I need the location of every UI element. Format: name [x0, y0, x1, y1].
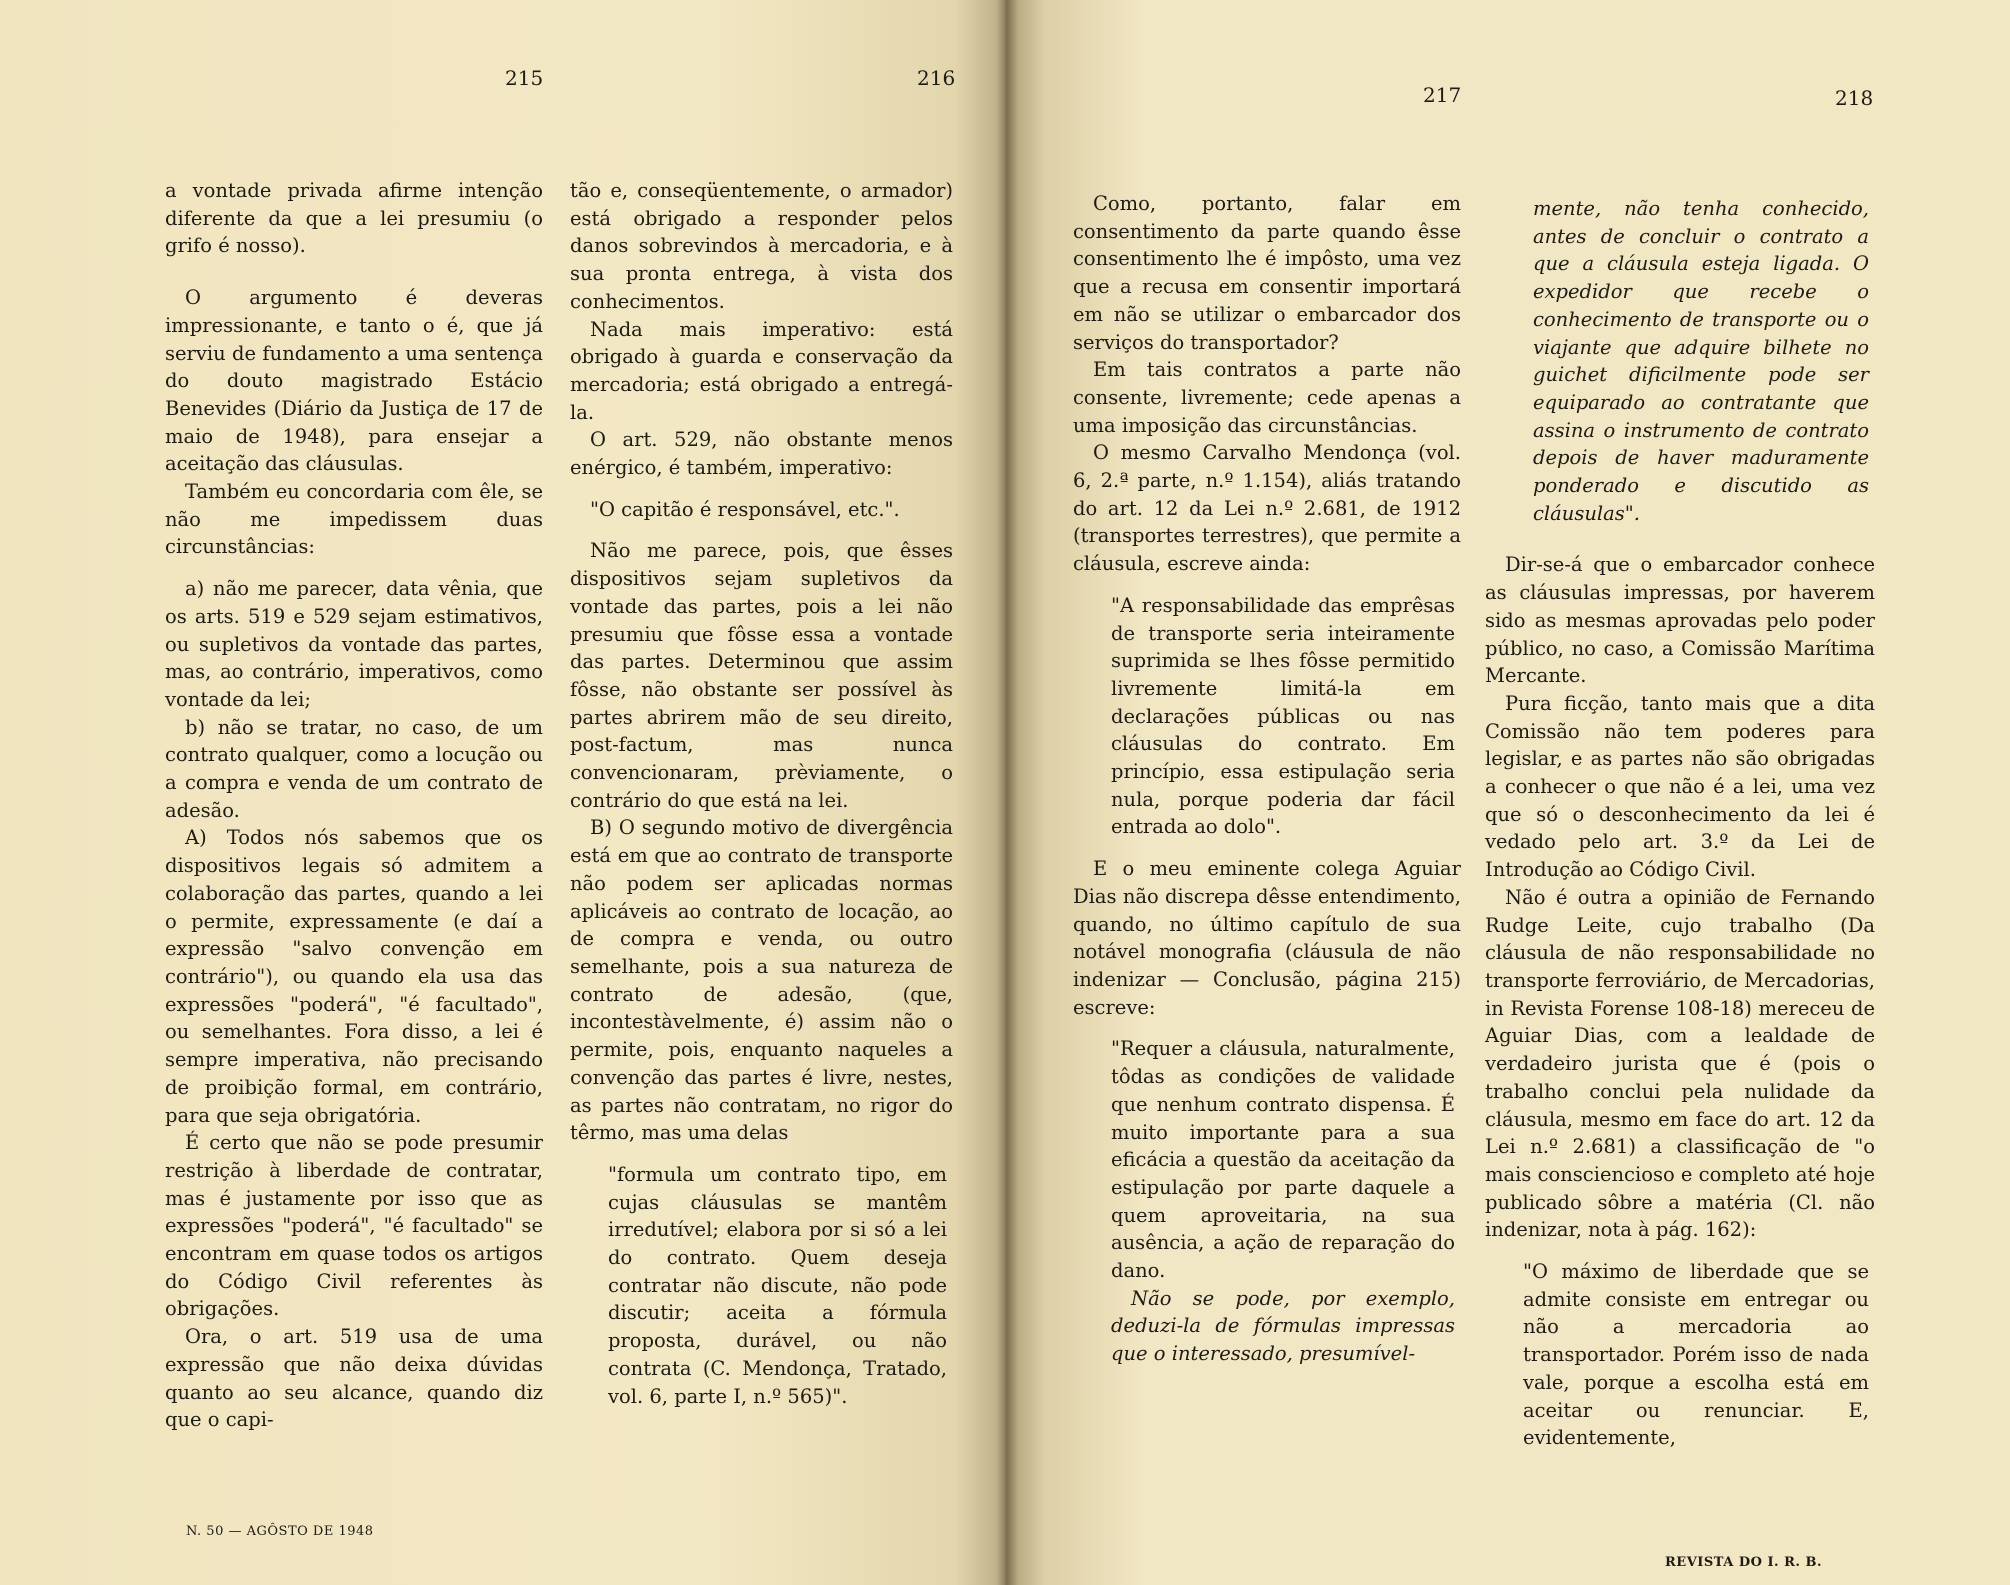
quote: "O capitão é responsável, etc.".: [590, 497, 900, 521]
paragraph: a) não me parecer, data vênia, que os arts. 519 e 529 sejam estimativos, ou supletivos da vontade das partes, mas, ao contrário, imperativos, como vontade da lei;: [165, 577, 543, 711]
paragraph: b) não se tratar, no caso, de um contrato qualquer, como a locução ou a compra e venda de um contrato de adesão.: [165, 715, 543, 822]
block-quote: mente, não tenha conhecido, antes de concluir o contrato a que a cláusula esteja ligada. O expedidor que recebe o conhecimento de transporte ou o viajante que adquire bilhete no guichet dificilmente pode ser equiparado ao contratante que assina o instrumento de contrato depois de haver maduramente ponderado e discutido as cláusulas".: [1533, 197, 1869, 525]
paragraph: A) Todos nós sabemos que os dispositivos legais só admitem a colaboração das partes, quando a lei o permite, expressamente (e daí a expressão "salvo convenção em contrário"), ou quando ela usa das expressões "poderá", "é facultado", ou semelhantes. Fora disso, a lei é sempre imperativa, não precisando de proibição formal, em contrário, para que seja obrigatória.: [165, 826, 543, 1127]
column-page-216: [570, 177, 953, 1410]
paragraph: Como, portanto, falar em consentimento da parte quando êsse consentimento lhe é impôsto, uma vez que a recusa em consentir importará em não se utilizar o embarcador dos serviços do transportador?: [1073, 192, 1461, 354]
paragraph: a vontade privada afirme intenção diferente da que a lei presumiu (o grifo é nosso).: [165, 179, 543, 258]
paragraph: Nada mais imperativo: está obrigado à guarda e conservação da mercadoria; está obrigado a entregá-la.: [570, 317, 953, 424]
block-quote: "O máximo de liberdade que se admite consiste em entregar ou não a mercadoria ao transportador. Porém isso de nada vale, porque a escolha está em aceitar ou renunciar. E, evidentemente,: [1523, 1260, 1869, 1450]
footer-right: REVISTA DO I. R. B.: [1665, 1555, 1822, 1570]
block-quote: "Requer a cláusula, naturalmente, tôdas as condições de validade que nenhum contrato dispensa. É muito importante para a sua eficácia a questão da aceitação da estipulação por parte daquele a quem aproveitaria, na sua ausência, a ação de reparação do dano.: [1111, 1037, 1455, 1283]
paragraph: O mesmo Carvalho Mendonça (vol. 6, 2.ª parte, n.º 1.154), aliás tratando do art. 12 da Lei n.º 2.681, de 1912 (transportes terrestres), que permite a cláusula, escreve ainda:: [1073, 441, 1461, 576]
book-gutter: [996, 0, 1018, 1585]
column-page-217: [1073, 190, 1461, 1368]
paragraph: E o meu eminente colega Aguiar Dias não discrepa dêsse entendimento, quando, no último capítulo de sua notável monografia (cláusula de não indenizar — Conclusão, página 215) escreve:: [1073, 857, 1461, 1019]
paragraph: Dir-se-á que o embarcador conhece as cláusulas impressas, por haverem sido as mesmas aprovadas pelo poder público, no caso, a Comissão Marítima Mercante.: [1485, 553, 1875, 688]
column-page-218: [1485, 195, 1875, 1452]
column-page-215: [165, 177, 543, 1434]
right-page: [1005, 0, 2010, 1585]
paragraph: Em tais contratos a parte não consente, livremente; cede apenas a uma imposição das circunstâncias.: [1073, 358, 1461, 437]
block-quote: Não se pode, por exemplo, deduzi-la de fórmulas impressas que o interessado, presumível-: [1111, 1286, 1455, 1366]
paragraph: Pura ficção, tanto mais que a dita Comissão não tem poderes para legislar, e as partes não são obrigadas a conhecer o que não é a lei, uma vez que só o desconhecimento da lei é vedado pelo art. 3.º da Lei de Introdução ao Código Civil.: [1485, 691, 1875, 882]
block-quote: "formula um contrato tipo, em cujas cláusulas se mantêm irredutível; elabora por si só a lei do contrato. Quem deseja contratar não discute, não pode discutir; aceita a fórmula proposta, durável, ou não contrata (C. Mendonça, Tratado, vol. 6, parte I, n.º 565)".: [608, 1162, 947, 1408]
paragraph: O argumento é deveras impressionante, e tanto o é, que já serviu de fundamento a uma sentença do douto magistrado Estácio Benevides (Diário da Justiça de 17 de maio de 1948), para ensejar a aceitação das cláusulas.: [165, 286, 543, 476]
paragraph: É certo que não se pode presumir restrição à liberdade de contratar, mas é justamente por isso que as expressões "poderá", "é facultado" se encontram em quase todos os artigos do Código Civil referentes às obrigações.: [165, 1131, 543, 1321]
paragraph: O art. 529, não obstante menos enérgico, é também, imperativo:: [570, 428, 953, 480]
footer-left: N. 50 — AGÔSTO DE 1948: [186, 1524, 374, 1539]
paragraph: Também eu concordaria com êle, se não me impedissem duas circunstâncias:: [165, 480, 543, 559]
paragraph: Ora, o art. 519 usa de uma expressão que não deixa dúvidas quanto ao seu alcance, quando diz que o capi-: [165, 1325, 543, 1432]
paragraph: Não é outra a opinião de Fernando Rudge Leite, cujo trabalho (Da cláusula de não responsabilidade no transporte ferroviário, de Mercadorias, in Revista Forense 108-18) mereceu de Aguiar Dias, com a lealdade de verdadeiro jurista que é (pois o trabalho conclui pela nulidade da cláusula, mesmo em face do art. 12 da Lei n.º 2.681) a classificação de "o mais consciencioso e completo até hoje publicado sôbre a matéria (Cl. não indenizar, nota à pág. 162):: [1485, 885, 1875, 1242]
block-quote: "A responsabilidade das emprêsas de transporte seria inteiramente suprimida se lhes fôsse permitido livremente limitá-la em declarações públicas ou nas cláusulas do contrato. Em princípio, essa estipulação seria nula, porque poderia dar fácil entrada ao dolo".: [1111, 593, 1455, 839]
paragraph: Não me parece, pois, que êsses dispositivos sejam supletivos da vontade das partes, pois a lei não presumiu que fôsse essa a vontade das partes. Determinou que assim fôsse, não obstante ser possível às partes abrirem mão de seu direito, post-factum, mas nunca convencionaram, prèviamente, o contrário do que está na lei.: [570, 539, 953, 812]
page-number-215: 215: [505, 66, 544, 90]
paragraph: B) O segundo motivo de divergência está em que ao contrato de transporte não podem ser aplicadas normas aplicáveis ao contrato de locação, ao de compra e venda, ou outro semelhante, pois a sua natureza de contrato de adesão, (que, incontestàvelmente, é) assim não o permite, pois, enquanto naqueles a convenção das partes é livre, nestes, as partes não contratam, no rigor do têrmo, mas uma delas: [570, 816, 953, 1145]
page-number-217: 217: [1423, 83, 1462, 107]
page-number-218: 218: [1835, 86, 1874, 110]
paragraph: tão e, conseqüentemente, o armador) está obrigado a responder pelos danos sobrevindos à mercadoria, e à sua pronta entrega, à vista dos conhecimentos.: [570, 179, 953, 313]
page-number-216: 216: [917, 66, 956, 90]
